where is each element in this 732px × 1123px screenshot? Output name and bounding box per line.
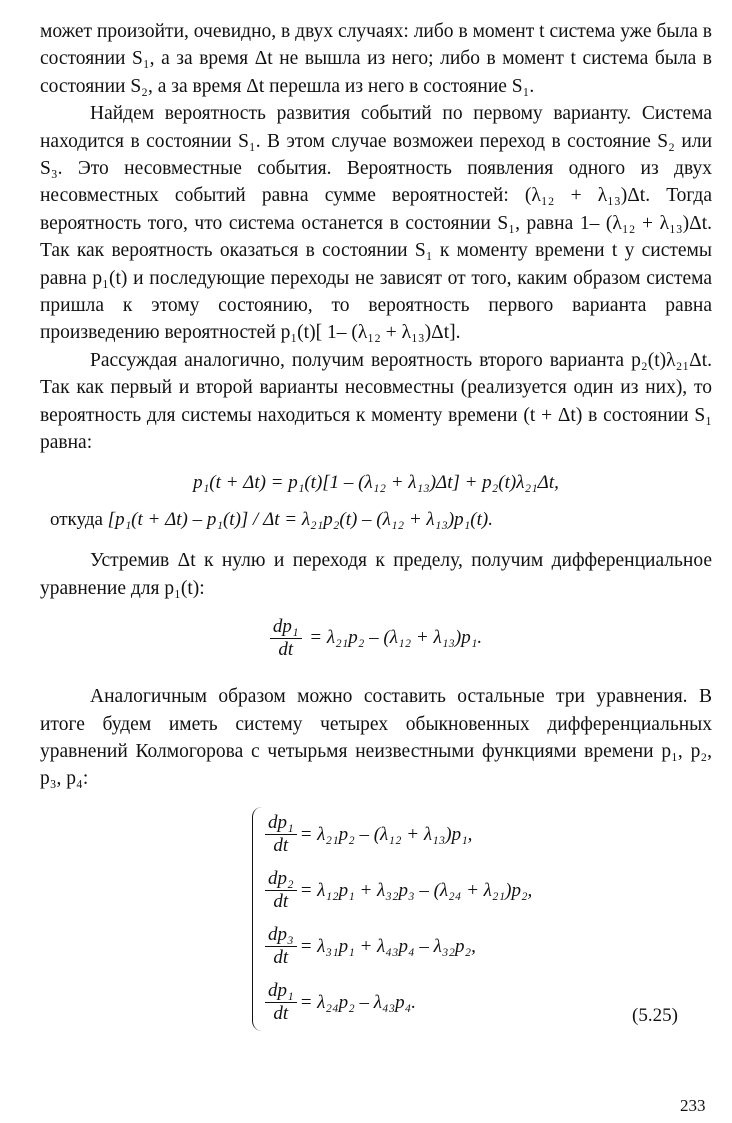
formula-difference-body: [p₁(t + Δt) – p₁(t)] / Δt = λ₂₁p₂(t) – (λ₁₂ + λ₁₃)p₁(t). <box>107 508 493 530</box>
system-equation-2 <box>265 863 625 919</box>
fraction <box>265 924 297 969</box>
fraction <box>265 980 297 1025</box>
fraction-denominator: dt <box>273 891 289 913</box>
formula-prefix: откуда <box>50 508 103 530</box>
fraction-numerator: dp₁ <box>265 812 297 835</box>
fraction-numerator: dp₁ <box>270 616 302 639</box>
system-equation-4 <box>265 975 625 1031</box>
kolmogorov-system <box>252 807 625 1031</box>
fraction-denominator: dt <box>278 639 294 661</box>
formula-difference-quotient <box>50 506 712 533</box>
fraction-numerator: dp₁ <box>265 980 297 1003</box>
equation-rhs: = λ₂₁p₂ – (λ₁₂ + λ₁₃)p₁, <box>299 824 473 846</box>
paragraph-5: Аналогичным образом можно составить остальные три уравнения. В итоге будем иметь систему четырех обыкновенных дифференциальных уравнений Колмогорова с четырьмя неизвестными функциями времени p₁, p₂, p₃, p₄: <box>40 686 712 790</box>
page-number: 233 <box>680 1096 706 1115</box>
system-equation-3 <box>265 919 625 975</box>
equation-rhs: = λ₂₄p₂ – λ₄₃p₄. <box>299 992 417 1014</box>
paragraph-4: Устремив Δt к нулю и переходя к пределу, получим дифференциальное уравнение для p₁(t): <box>40 550 712 599</box>
fraction-numerator: dp₂ <box>265 868 297 891</box>
system-equation-1 <box>265 807 625 863</box>
fraction-denominator: dt <box>273 947 289 969</box>
paragraph-2: Найдем вероятность развития событий по первому варианту. Система находится в состоянии S₁. В этом случае возможеи переход в состояние S₂ или S₃. Это несовместные события. Вероятность появления одного из двух несовместных событий равна сумме вероятностей: (λ₁₂ + λ₁₃)Δt. Тогда вероятность того, что система останется в состоянии S₁, равна 1– (λ₁₂ + λ₁₃)Δt. Так как вероятность оказаться в состоянии S₁ к моменту времени t у системы равна p₁(t) и последующие переходы не зависят от того, каким образом система пришла к этому состоянию, то вероятность первого варианта равна произведению вероятностей p₁(t)[ 1– (λ₁₂ + λ₁₃)Δt]. <box>40 103 712 344</box>
fraction <box>265 868 297 913</box>
fraction-numerator: dp₃ <box>265 924 297 947</box>
paragraph-1: может произойти, очевидно, в двух случаях: либо в момент t система уже была в состоянии S₁, а за время Δt не вышла из него; либо в момент t система была в состоянии S₂, а за время Δt перешла из него в состояние S₁. <box>40 21 712 97</box>
formula-rhs: = λ₂₁p₂ – (λ₁₂ + λ₁₃)p₁. <box>309 626 483 648</box>
equation-rhs: = λ₃₁p₁ + λ₄₃p₄ – λ₃₂p₂, <box>299 936 476 958</box>
fraction-denominator: dt <box>273 835 289 857</box>
formula-p1-balance: p₁(t + Δt) = p₁(t)[1 – (λ₁₂ + λ₁₃)Δt] + p₂(t)λ₂₁Δt, <box>193 471 559 493</box>
fraction-denominator: dt <box>273 1003 289 1025</box>
formula-dp1-dt <box>40 616 712 661</box>
paragraph-3: Рассуждая аналогично, получим вероятность второго варианта p₂(t)λ₂₁Δt. Так как первый и второй варианты несовместны (реализуется один из них), то вероятность для системы находиться к моменту времени (t + Δt) в состоянии S₁ равна: <box>40 349 712 454</box>
equation-number: (5.25) <box>632 1005 678 1026</box>
fraction <box>270 616 302 661</box>
equation-rhs: = λ₁₂p₁ + λ₃₂p₃ – (λ₂₄ + λ₂₁)p₂, <box>299 880 533 902</box>
fraction <box>265 812 297 857</box>
